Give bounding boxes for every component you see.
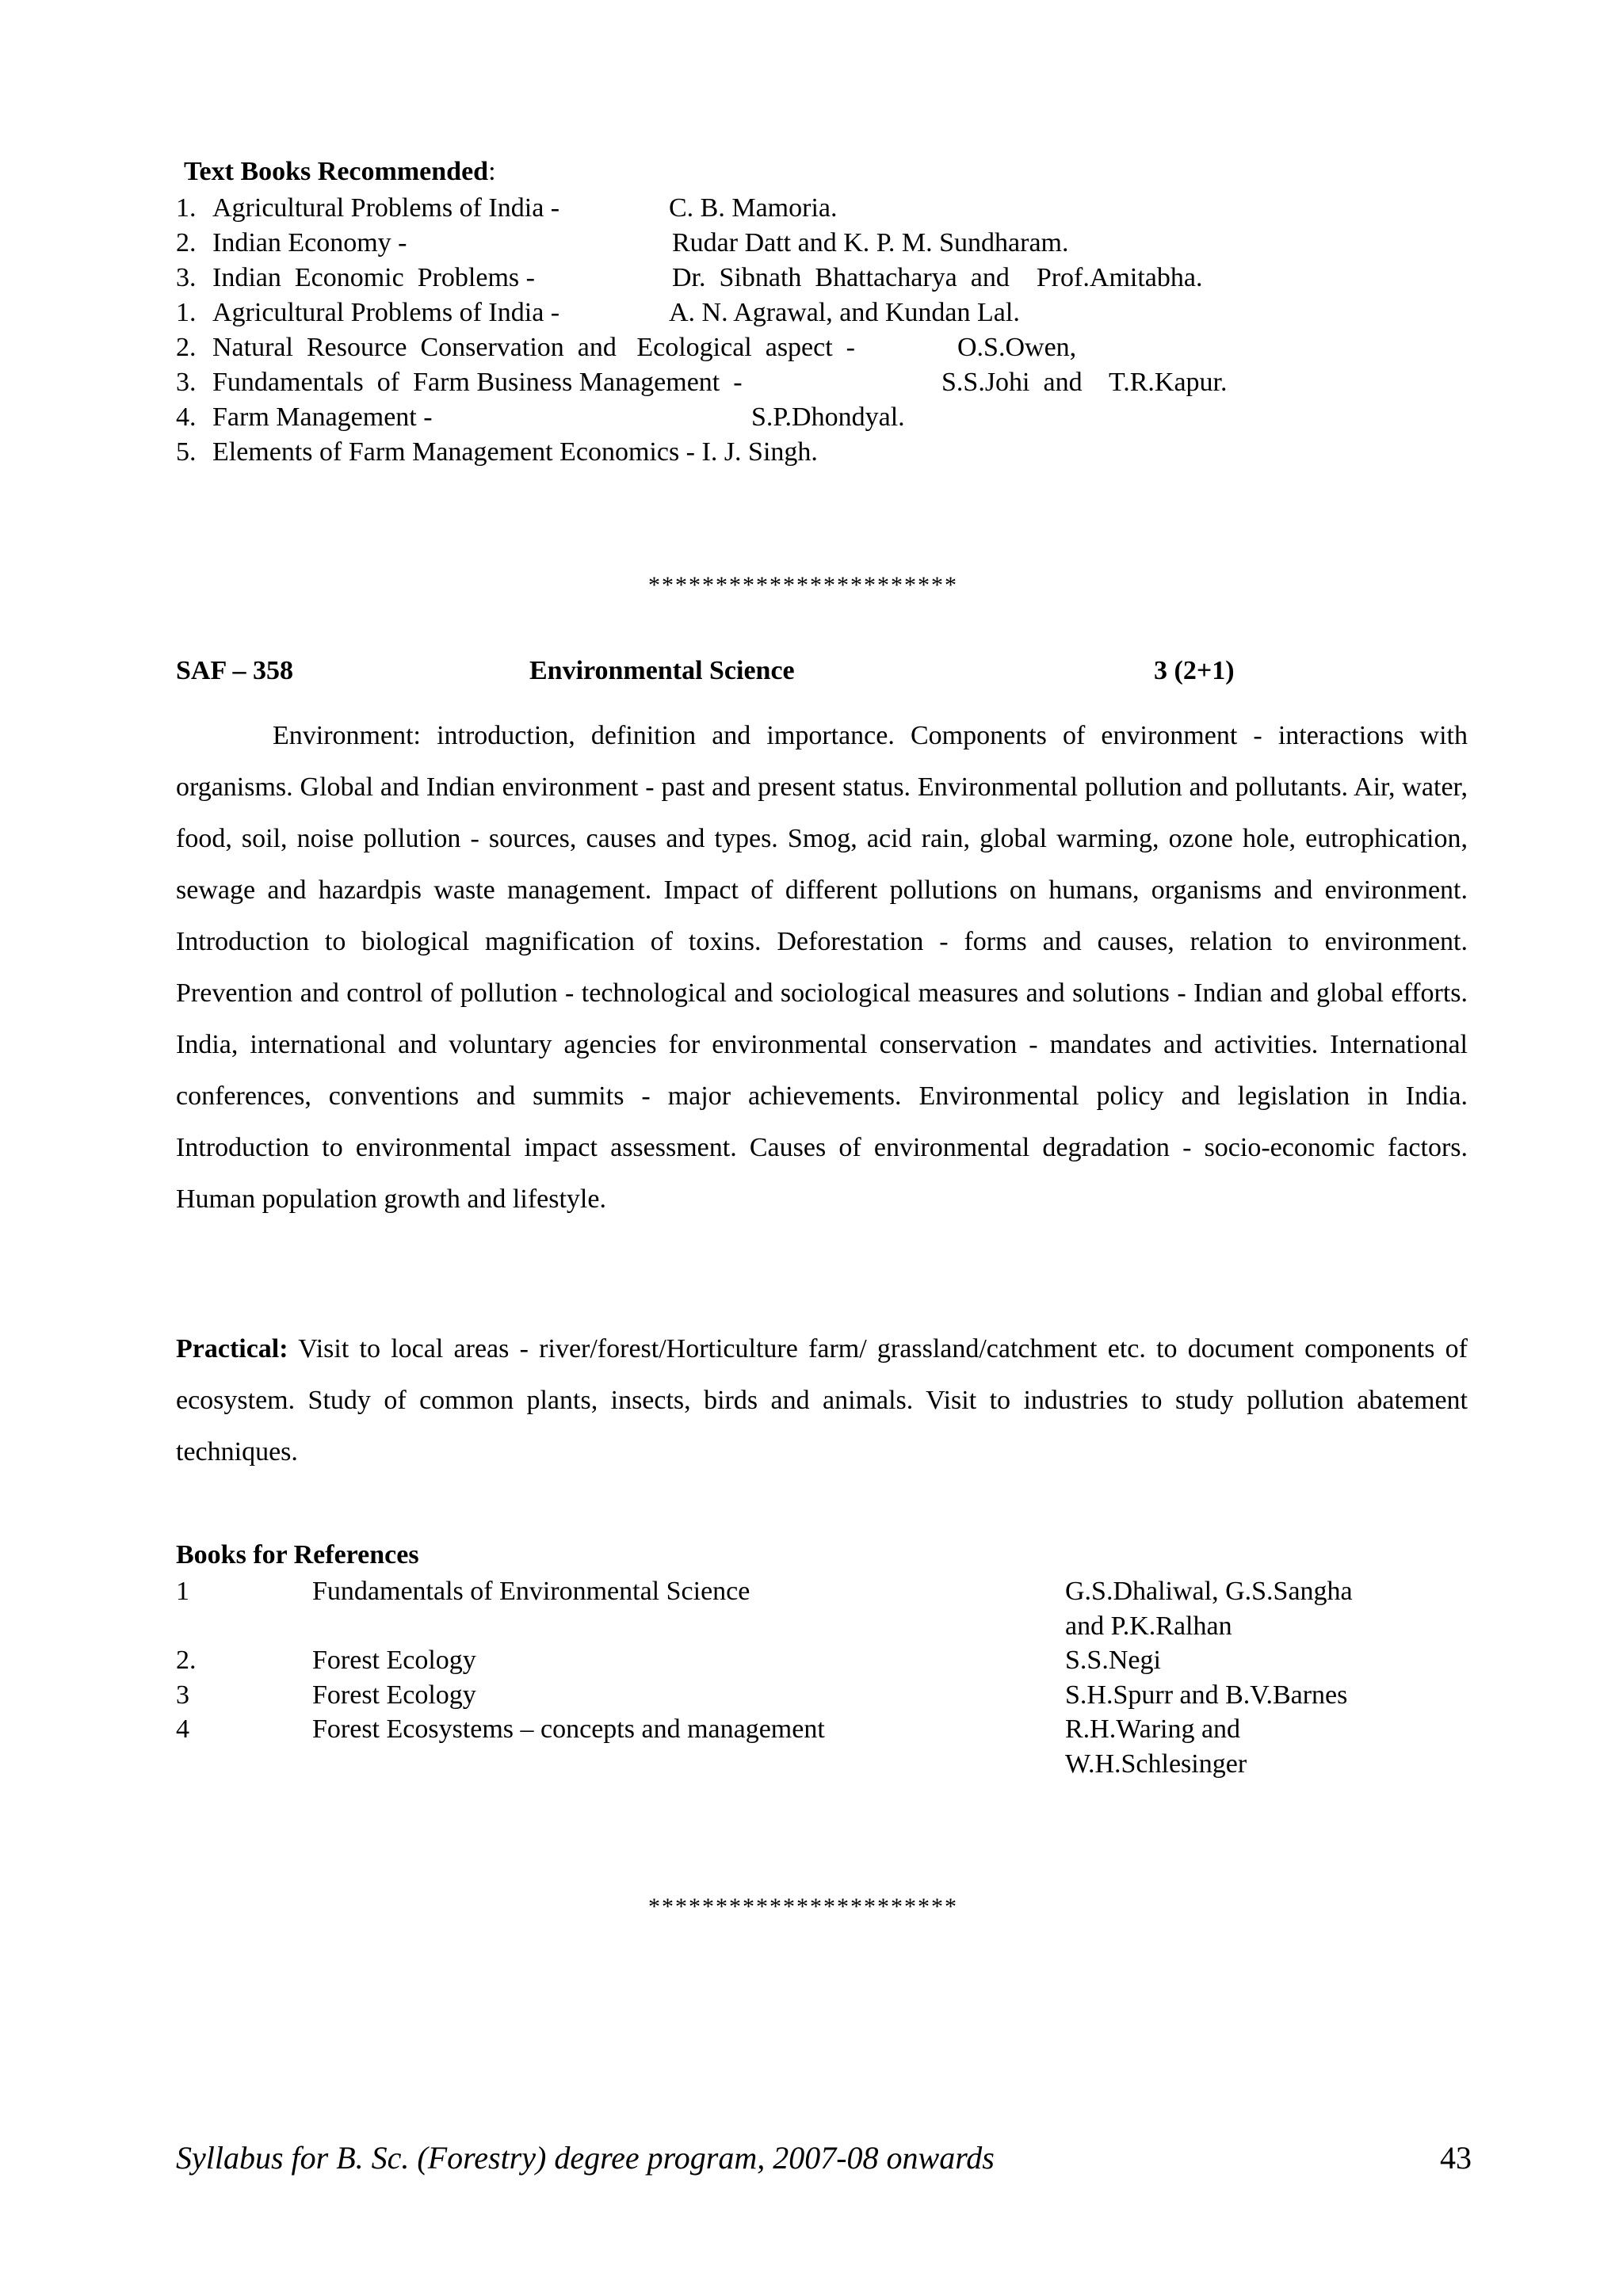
- text-book-num: 3.: [176, 263, 197, 292]
- page-number: 43: [1440, 2140, 1472, 2176]
- footer-title: Syllabus for B. Sc. (Forestry) degree program, 2007-08 onwards: [176, 2140, 995, 2176]
- practical-label: Practical:: [176, 1334, 288, 1363]
- practical-paragraph: [176, 1323, 1468, 1478]
- text-book-title: Fundamentals of Farm Business Management -: [212, 368, 743, 397]
- reference-title: Fundamentals of Environmental Science: [312, 1577, 750, 1606]
- text-book-num: 2.: [176, 228, 197, 257]
- text-book-author: S.S.Johi and T.R.Kapur.: [941, 368, 1228, 397]
- reference-author: R.H.Waring and W.H.Schlesinger: [1065, 1714, 1247, 1779]
- text-book-item: [176, 435, 818, 470]
- reference-num: 1: [176, 1577, 189, 1606]
- text-book-item: [176, 330, 1077, 365]
- text-book-item: [176, 261, 1203, 296]
- text-book-num: 4.: [176, 402, 197, 432]
- text-book-title: Indian Economic Problems -: [212, 263, 535, 292]
- references-heading: Books for References: [176, 1540, 419, 1569]
- text-book-author: C. B. Mamoria.: [669, 193, 838, 223]
- reference-num: 2.: [176, 1646, 197, 1675]
- text-book-author: Dr. Sibnath Bhattacharya and Prof.Amitabha.: [672, 263, 1203, 292]
- text-book-item: [176, 365, 1228, 400]
- text-book-num: 1.: [176, 298, 197, 327]
- text-book-title: Agricultural Problems of India -: [212, 298, 560, 327]
- reference-author: G.S.Dhaliwal, G.S.Sangha and P.K.Ralhan: [1065, 1577, 1353, 1641]
- text-book-title: Farm Management -: [212, 402, 433, 432]
- section-separator: ***********************: [648, 572, 958, 598]
- text-book-item: [176, 226, 1069, 261]
- theory-section: [176, 710, 1468, 1225]
- text-book-title: Indian Economy -: [212, 228, 407, 257]
- text-book-item: [176, 191, 838, 226]
- text-book-title: Natural Resource Conservation and Ecological aspect -: [212, 333, 856, 362]
- reference-title: Forest Ecosystems – concepts and management: [312, 1714, 825, 1744]
- reference-author: S.H.Spurr and B.V.Barnes: [1065, 1680, 1348, 1710]
- course-credits: 3 (2+1): [1154, 656, 1235, 685]
- section-separator: ***********************: [648, 1894, 958, 1920]
- reference-num: 3: [176, 1680, 189, 1710]
- course-name: Environmental Science: [529, 656, 795, 685]
- text-book-item: [176, 296, 1020, 330]
- reference-num: 4: [176, 1714, 189, 1744]
- practical-text: Visit to local areas - river/forest/Horticulture farm/ grassland/catchment etc. to document components of ecosystem. Study of common plants, insects, birds and animals. Visit to industries to study pollution abatement techniques.: [176, 1334, 1468, 1466]
- practical-section: [176, 1323, 1468, 1478]
- reference-title: Forest Ecology: [312, 1646, 476, 1675]
- text-book-author: Rudar Datt and K. P. M. Sundharam.: [672, 228, 1069, 257]
- theory-text: Environment: introduction, definition and importance. Components of environment - interactions with organisms. Global and Indian environment - past and present status. Environmental pollution and pollutants. Air, water, food, soil, noise pollution - sources, causes and types. Smog, acid rain, global warming, ozone hole, eutrophication, sewage and hazardpis waste management. Impact of different pollutions on humans, organisms and environment. Introduction to biological magnification of toxins. Deforestation - forms and causes, relation to environment. Prevention and control of pollution - technological and sociological measures and solutions - Indian and global efforts. India, international and voluntary agencies for environmental conservation - mandates and activities. International conferences, conventions and summits - major achievements. Environmental policy and legislation in India. Introduction to environmental impact assessment. Causes of environmental degradation - socio-economic factors. Human population growth and lifestyle.: [176, 721, 1468, 1214]
- text-book-num: 1.: [176, 193, 197, 223]
- text-book-author: S.P.Dhondyal.: [751, 402, 905, 432]
- course-code: SAF – 358: [176, 656, 293, 685]
- text-book-title: Elements of Farm Management Economics - I. J. Singh.: [212, 437, 818, 467]
- text-book-num: 3.: [176, 368, 197, 397]
- text-book-title: Agricultural Problems of India -: [212, 193, 560, 223]
- text-books-heading: Text Books Recommended:: [184, 157, 496, 186]
- reference-author: S.S.Negi: [1065, 1646, 1161, 1675]
- reference-title: Forest Ecology: [312, 1680, 476, 1710]
- text-book-author: O.S.Owen,: [957, 333, 1077, 362]
- text-book-num: 2.: [176, 333, 197, 362]
- text-book-num: 5.: [176, 437, 197, 467]
- text-book-author: A. N. Agrawal, and Kundan Lal.: [669, 298, 1020, 327]
- text-book-item: [176, 400, 905, 435]
